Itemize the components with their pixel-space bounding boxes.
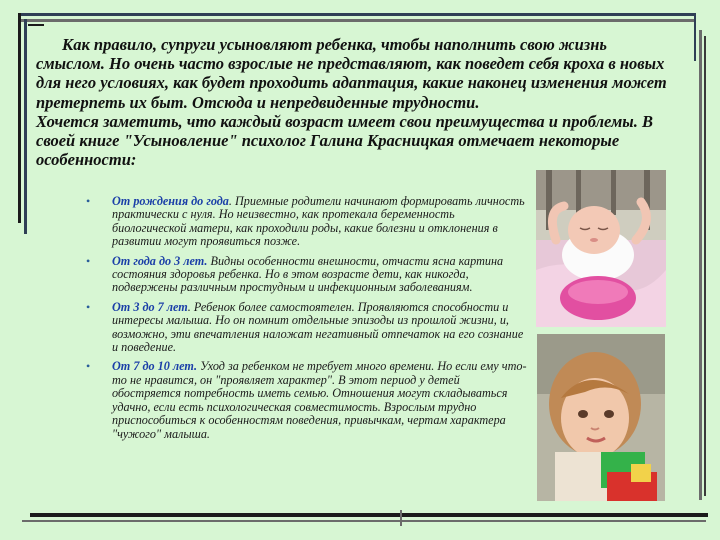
list-item	[86, 255, 531, 295]
intro-text	[36, 35, 676, 169]
age-description: . Приемные родители начинают формировать личность практически с нуля. Но неизвестно, как протекала беременность биологической матери, как проходили роды, какие болезни и отклонения в развитии могут проявиться позже.	[112, 194, 525, 249]
sleeping-baby-illustration	[536, 170, 666, 327]
frame-bar-bottom-tick	[400, 510, 402, 526]
frame-bar-right-inner	[704, 36, 706, 496]
frame-bar-top	[18, 13, 696, 16]
girl-illustration	[537, 334, 665, 501]
age-features-list	[86, 195, 531, 447]
frame-bar-left	[18, 13, 21, 223]
frame-bar-right	[699, 30, 702, 500]
age-description: Уход за ребенком не требует много времени. Но если ему что-то не нравится, он "проявляет характер". В этот период у детей обостряется потребность иметь семью. Отношения могут складываться удачно, если есть психологическая совместимость. Взрослым трудно приспособиться к особенностям поведения, привычкам, чертам характера "чужого" малыша.	[112, 359, 527, 441]
list-item	[86, 360, 531, 440]
age-description: Видны особенности внешности, отчасти ясна картина состояния здоровья ребенка. Но в этом возрасте дети, как никогда, подвержены различным простудным и инфекционным заболеваниям.	[112, 253, 504, 295]
bullet-icon: •	[86, 359, 91, 374]
age-lead: От года до 3 лет.	[112, 253, 208, 268]
frame-bar-left-inner	[24, 19, 27, 234]
frame-bar-top-inner	[18, 19, 696, 22]
age-lead: От 7 до 10 лет.	[112, 359, 198, 374]
age-lead: От рождения до года	[112, 194, 229, 208]
age-lead: От 3 до 7 лет	[112, 299, 188, 314]
bullet-icon: •	[86, 194, 91, 208]
list-item	[86, 301, 531, 355]
frame-bar-right-top	[694, 13, 696, 61]
girl-photo	[537, 334, 665, 501]
frame-bar-top-accent	[28, 24, 44, 26]
sleeping-baby-photo	[536, 170, 666, 327]
intro-paragraph-2: Хочется заметить, что каждый возраст имеет свои преимущества и проблемы. В своей книге "Усыновление" психолог Галина Красницкая отмечает некоторые особенности:	[36, 111, 653, 170]
bullet-icon: •	[86, 253, 91, 268]
bullet-icon: •	[86, 299, 91, 314]
frame-bar-bottom-inner	[22, 520, 706, 522]
frame-bar-bottom	[30, 513, 708, 517]
list-item	[86, 195, 531, 249]
intro-paragraph-1: Как правило, супруги усыновляют ребенка, чтобы наполнить свою жизнь смыслом. Но очень часто взрослые не представляют, как поведет себя кроха в новых для него условиях, как будет проходить адаптация, какие наконец изменения может претерпеть их быт. Отсюда и непредвиденные трудности.	[36, 35, 667, 112]
age-description: . Ребенок более самостоятелен. Проявляются способности и интересы малыша. Но он помнит отдельные эпизоды из прошлой жизни, и, возможно, эти впечатления наложат негативный отпечаток на его сознание и поведение.	[112, 299, 524, 355]
